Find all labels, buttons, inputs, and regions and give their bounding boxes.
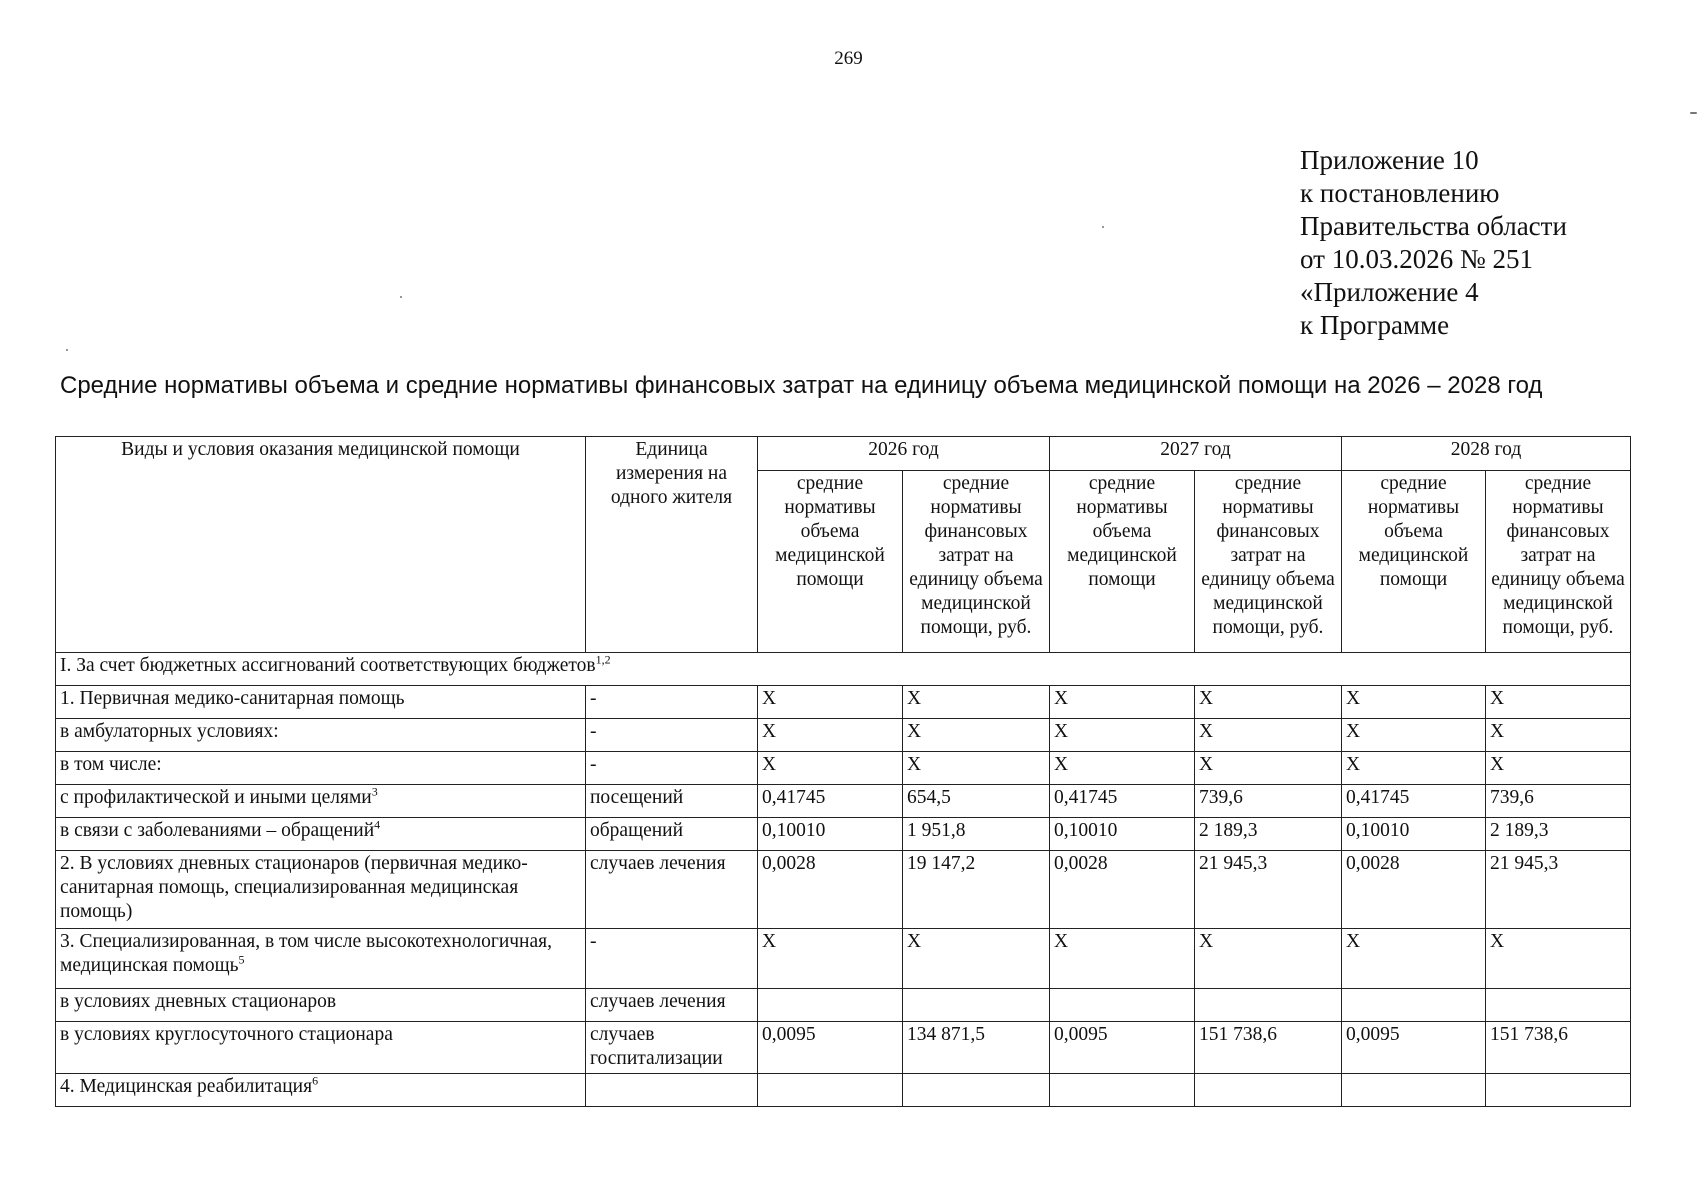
row-label: в связи с заболеваниями – обращений	[60, 820, 375, 841]
row-label-cell	[56, 851, 586, 929]
volume-value: 0,10010	[758, 818, 903, 851]
header-volume-2026: средние нормативы объема медицинской помощи	[758, 471, 903, 653]
volume-value: X	[1050, 719, 1195, 752]
volume-value: X	[758, 929, 903, 989]
scan-speck	[1102, 226, 1104, 228]
volume-value: X	[758, 686, 903, 719]
cost-value: X	[1195, 719, 1342, 752]
row-unit: случаев лечения	[586, 989, 758, 1022]
volume-value: X	[1342, 719, 1486, 752]
header-year-2026: 2026 год	[758, 437, 1050, 471]
header-volume-2027: средние нормативы объема медицинской помощи	[1050, 471, 1195, 653]
volume-value	[1342, 1074, 1486, 1107]
row-label: 3. Специализированная, в том числе высокотехнологичная, медицинская помощь	[60, 931, 552, 976]
table-row	[56, 1074, 1631, 1107]
table-row	[56, 785, 1631, 818]
cost-value: X	[903, 752, 1050, 785]
header-unit-cell: Единица измерения на одного жителя	[586, 437, 758, 653]
volume-value: 0,0095	[1342, 1022, 1486, 1074]
row-unit: -	[586, 752, 758, 785]
cost-value	[1486, 1074, 1631, 1107]
volume-value: X	[1342, 686, 1486, 719]
volume-value: 0,0028	[1050, 851, 1195, 929]
row-unit	[586, 1074, 758, 1107]
row-footnote: 4	[374, 817, 381, 832]
scan-speck	[400, 296, 402, 298]
volume-value: 0,10010	[1050, 818, 1195, 851]
row-label-cell	[56, 818, 586, 851]
cost-value: X	[1195, 752, 1342, 785]
cost-value: X	[903, 929, 1050, 989]
row-label: с профилактической и иными целями	[60, 787, 372, 808]
cost-value: 134 871,5	[903, 1022, 1050, 1074]
table-row	[56, 686, 1631, 719]
attachment-block	[1300, 144, 1567, 342]
row-label: 1. Первичная медико-санитарная помощь	[60, 688, 405, 709]
table-row	[56, 719, 1631, 752]
cost-value: X	[903, 686, 1050, 719]
volume-value: X	[758, 719, 903, 752]
row-unit: -	[586, 719, 758, 752]
section-label: I. За счет бюджетных ассигнований соответствующих бюджетов	[60, 655, 596, 676]
cost-value: X	[903, 719, 1050, 752]
cost-value: 739,6	[1486, 785, 1631, 818]
volume-value: X	[1050, 929, 1195, 989]
volume-value: 0,0028	[1342, 851, 1486, 929]
row-label-cell	[56, 686, 586, 719]
attachment-line: к Программе	[1300, 310, 1450, 340]
table-row	[56, 752, 1631, 785]
row-label-cell	[56, 785, 586, 818]
volume-value: 0,0028	[758, 851, 903, 929]
volume-value: X	[758, 752, 903, 785]
cost-value: X	[1195, 686, 1342, 719]
row-unit: -	[586, 929, 758, 989]
scan-speck	[66, 349, 68, 351]
volume-value: X	[1050, 686, 1195, 719]
row-label: в условиях дневных стационаров	[60, 991, 337, 1012]
cost-value: 21 945,3	[1486, 851, 1631, 929]
cost-value	[1486, 989, 1631, 1022]
row-label: 2. В условиях дневных стационаров (первичная медико-санитарная помощь, специализированная медицинская помощь)	[60, 853, 528, 922]
cost-value: X	[1486, 719, 1631, 752]
row-unit: случаев лечения	[586, 851, 758, 929]
norms-table	[55, 436, 1631, 1107]
cost-value: X	[1486, 752, 1631, 785]
page-number: 269	[834, 48, 863, 69]
section-row	[56, 653, 1631, 686]
attachment-line: к постановлению	[1300, 178, 1500, 208]
cost-value: X	[1486, 686, 1631, 719]
volume-value	[1342, 989, 1486, 1022]
header-year-2028: 2028 год	[1342, 437, 1631, 471]
cost-value: 151 738,6	[1486, 1022, 1631, 1074]
row-unit: посещений	[586, 785, 758, 818]
row-label: в том числе:	[60, 754, 162, 775]
cost-value	[903, 989, 1050, 1022]
cost-value	[1195, 989, 1342, 1022]
cost-value: X	[1486, 929, 1631, 989]
table-row	[56, 1022, 1631, 1074]
row-label: в условиях круглосуточного стационара	[60, 1024, 393, 1045]
section-footnote: 1,2	[595, 652, 611, 667]
row-label-cell	[56, 989, 586, 1022]
row-footnote: 6	[312, 1073, 319, 1088]
volume-value	[1050, 1074, 1195, 1107]
attachment-line: Приложение 10	[1300, 145, 1479, 175]
volume-value	[1050, 989, 1195, 1022]
row-unit: обращений	[586, 818, 758, 851]
header-cost-2027: средние нормативы финансовых затрат на единицу объема медицинской помощи, руб.	[1195, 471, 1342, 653]
cost-value: 739,6	[1195, 785, 1342, 818]
volume-value: 0,0095	[1050, 1022, 1195, 1074]
table-row	[56, 818, 1631, 851]
volume-value: X	[1342, 752, 1486, 785]
cost-value: 654,5	[903, 785, 1050, 818]
row-unit: случаев госпитализации	[586, 1022, 758, 1074]
row-footnote: 3	[371, 784, 378, 799]
volume-value: X	[1050, 752, 1195, 785]
volume-value: X	[1342, 929, 1486, 989]
row-unit: -	[586, 686, 758, 719]
table-row	[56, 929, 1631, 989]
volume-value	[758, 989, 903, 1022]
cost-value: 21 945,3	[1195, 851, 1342, 929]
row-label: в амбулаторных условиях:	[60, 721, 279, 742]
volume-value	[758, 1074, 903, 1107]
volume-value: 0,41745	[758, 785, 903, 818]
volume-value: 0,0095	[758, 1022, 903, 1074]
cost-value: 1 951,8	[903, 818, 1050, 851]
row-label-cell	[56, 1074, 586, 1107]
cost-value	[903, 1074, 1050, 1107]
volume-value: 0,41745	[1050, 785, 1195, 818]
row-label: 4. Медицинская реабилитация	[60, 1076, 313, 1097]
attachment-line: Правительства области	[1300, 211, 1567, 241]
document-title: Средние нормативы объема и средние нормативы финансовых затрат на единицу объема медицинской помощи на 2026 – 2028 год	[60, 372, 1543, 399]
header-volume-2028: средние нормативы объема медицинской помощи	[1342, 471, 1486, 653]
scan-speck	[1690, 112, 1697, 114]
cost-value: 151 738,6	[1195, 1022, 1342, 1074]
cost-value: 2 189,3	[1195, 818, 1342, 851]
row-label-cell	[56, 719, 586, 752]
cost-value: 19 147,2	[903, 851, 1050, 929]
table-row	[56, 989, 1631, 1022]
volume-value: 0,10010	[1342, 818, 1486, 851]
row-label-cell	[56, 1022, 586, 1074]
row-footnote: 5	[238, 952, 245, 967]
row-label-cell	[56, 752, 586, 785]
row-label-cell	[56, 929, 586, 989]
header-type-cell: Виды и условия оказания медицинской помощи	[56, 437, 586, 653]
header-cost-2028: средние нормативы финансовых затрат на единицу объема медицинской помощи, руб.	[1486, 471, 1631, 653]
attachment-line: от 10.03.2026 № 251	[1300, 244, 1533, 274]
header-year-2027: 2027 год	[1050, 437, 1342, 471]
attachment-line: «Приложение 4	[1300, 277, 1479, 307]
cost-value: 2 189,3	[1486, 818, 1631, 851]
cost-value	[1195, 1074, 1342, 1107]
table-row	[56, 851, 1631, 929]
header-cost-2026: средние нормативы финансовых затрат на единицу объема медицинской помощи, руб.	[903, 471, 1050, 653]
volume-value: 0,41745	[1342, 785, 1486, 818]
cost-value: X	[1195, 929, 1342, 989]
